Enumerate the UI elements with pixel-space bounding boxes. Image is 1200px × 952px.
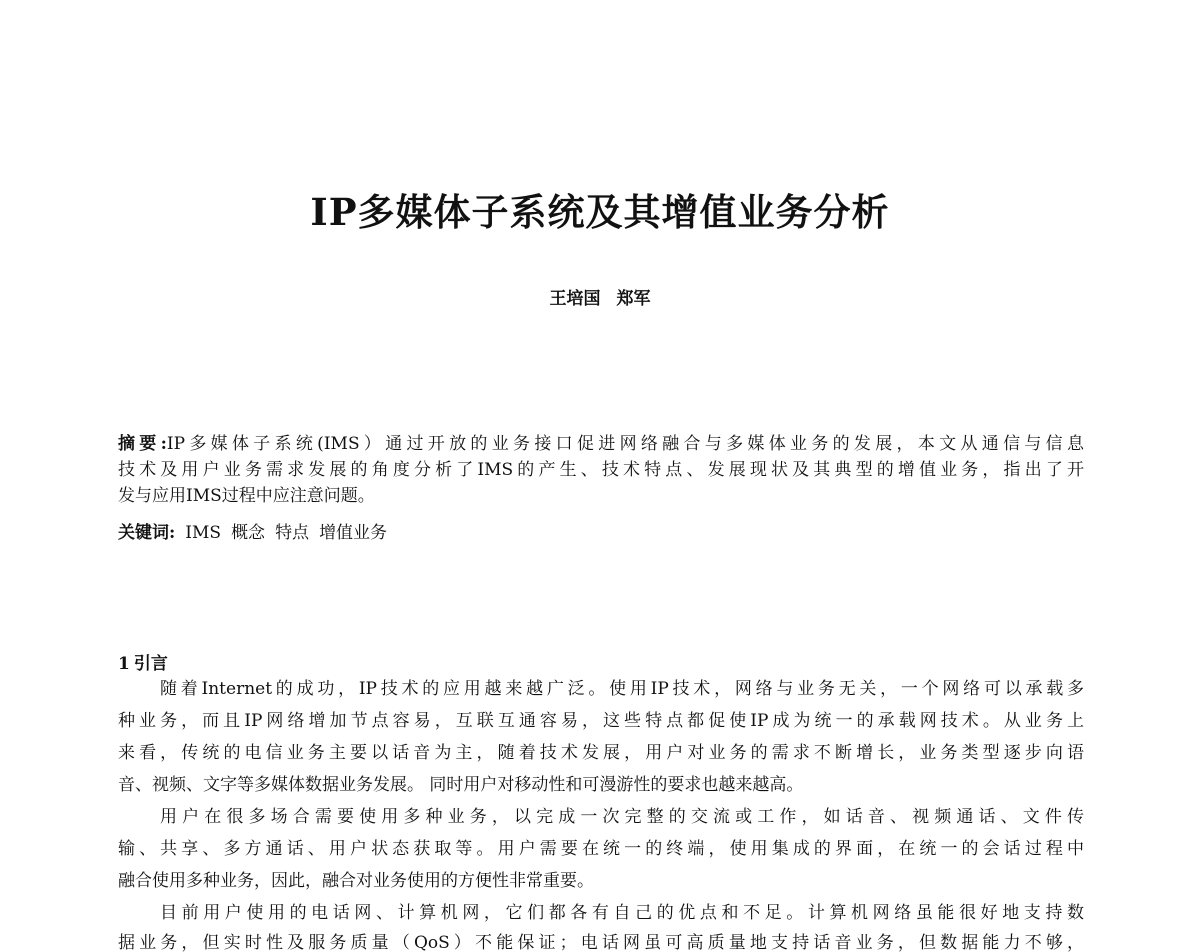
- author-name: 郑军: [616, 289, 651, 309]
- body-line: 来看，传统的电信业务主要以话音为主，随着技术发展，用户对业务的需求不断增长，业务类型逐步向语: [118, 743, 1084, 763]
- author-list: [0, 287, 1200, 311]
- body-line: 种业务，而且IP网络增加节点容易，互联互通容易，这些特点都促使IP成为统一的承载网技术。从业务上: [118, 711, 1084, 731]
- body-line: 输、共享、多方通话、用户状态获取等。用户需要在统一的终端，使用集成的界面，在统一的会话过程中: [118, 839, 1084, 859]
- body-line: 随着Internet的成功，IP技术的应用越来越广泛。使用IP技术，网络与业务无关，一个网络可以承载多: [160, 679, 1084, 699]
- section-title: 引言: [133, 654, 168, 674]
- abstract-line: 技术及用户业务需求发展的角度分析了IMS的产生、技术特点、发展现状及其典型的增值业务，指出了开: [118, 460, 1084, 480]
- keyword: 概念: [231, 523, 266, 543]
- abstract-line: [118, 431, 1084, 457]
- body-line: 音、视频、文字等多媒体数据业务发展。 同时用户对移动性和可漫游性的要求也越来越高。: [118, 775, 804, 795]
- keyword: IMS: [185, 523, 222, 543]
- author-name: 王培国: [549, 289, 601, 309]
- keyword: 增值业务: [319, 523, 388, 543]
- abstract-label: 摘要:: [118, 434, 167, 454]
- body-line: 用户在很多场合需要使用多种业务，以完成一次完整的交流或工作，如话音、视频通话、文件传: [160, 807, 1084, 827]
- abstract-text: IP多媒体子系统(IMS）通过开放的业务接口促进网络融合与多媒体业务的发展，本文从通信与信息: [166, 434, 1084, 454]
- section-number: 1: [118, 654, 130, 674]
- body-line: 据业务，但实时性及服务质量（QoS）不能保证；电话网虽可高质量地支持话音业务，但数据能力不够，: [118, 933, 1084, 952]
- section-heading: [118, 652, 168, 676]
- body-line: 目前用户使用的电话网、计算机网，它们都各有自己的优点和不足。计算机网络虽能很好地支持数: [160, 903, 1084, 923]
- keyword: 特点: [275, 523, 310, 543]
- keywords-line: [118, 520, 1084, 546]
- paper-title: IP多媒体子系统及其增值业务分析: [310, 190, 890, 234]
- keywords-label: 关键词:: [118, 523, 176, 543]
- body-line: 融合使用多种业务，因此，融合对业务使用的方便性非常重要。: [118, 871, 594, 891]
- abstract-line: 发与应用IMS过程中应注意问题。: [118, 486, 375, 506]
